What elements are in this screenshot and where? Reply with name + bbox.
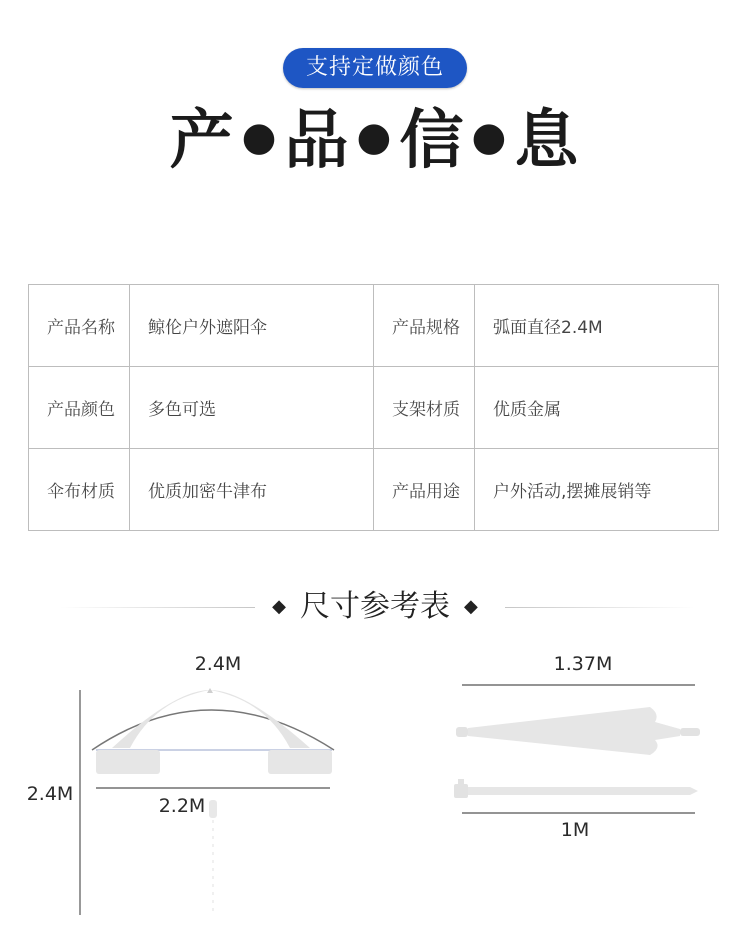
title-char: 产 (169, 104, 236, 178)
height-label: 2.4M (26, 783, 74, 805)
title-char: 息 (514, 104, 581, 178)
folded-umbrella-illustration (456, 707, 700, 755)
title-char: 品 (284, 104, 351, 178)
open-umbrella-illustration (92, 688, 334, 915)
spec-key-usage: 产品用途 (374, 449, 475, 531)
title-separator-dot: ● (356, 114, 394, 160)
spec-key-color: 产品颜色 (29, 367, 130, 449)
spec-value-frame: 优质金属 (475, 367, 719, 449)
arc-length-label: 2.4M (194, 653, 242, 675)
size-reference-heading (0, 585, 750, 629)
title-separator-dot: ● (241, 114, 279, 160)
spec-value-color: 多色可选 (130, 367, 374, 449)
product-info-table (28, 284, 719, 531)
folded-length-label: 1.37M (553, 653, 613, 675)
diamond-icon: ◆ (464, 596, 478, 617)
spec-key-fabric: 伞布材质 (29, 449, 130, 531)
pole-illustration (454, 779, 698, 798)
title-separator-dot: ● (471, 114, 509, 160)
spec-value-usage: 户外活动,摆摊展销等 (475, 449, 719, 531)
spec-value-fabric: 优质加密牛津布 (130, 449, 374, 531)
title-char: 信 (399, 104, 466, 178)
spec-key-size: 产品规格 (374, 285, 475, 367)
table-row (29, 367, 719, 449)
pole-length-label: 1M (560, 819, 590, 841)
table-row (29, 449, 719, 531)
size-reference-title: 尺寸参考表 (300, 589, 450, 624)
spec-key-name: 产品名称 (29, 285, 130, 367)
table-row (29, 285, 719, 367)
span-label: 2.2M (158, 795, 206, 817)
spec-value-size: 弧面直径2.4M (475, 285, 719, 367)
custom-color-badge: 支持定做颜色 (283, 48, 467, 88)
diamond-icon: ◆ (272, 596, 286, 617)
spec-value-name: 鲸伦户外遮阳伞 (130, 285, 374, 367)
size-diagram (0, 640, 750, 937)
spec-key-frame: 支架材质 (374, 367, 475, 449)
page-title (0, 92, 750, 186)
